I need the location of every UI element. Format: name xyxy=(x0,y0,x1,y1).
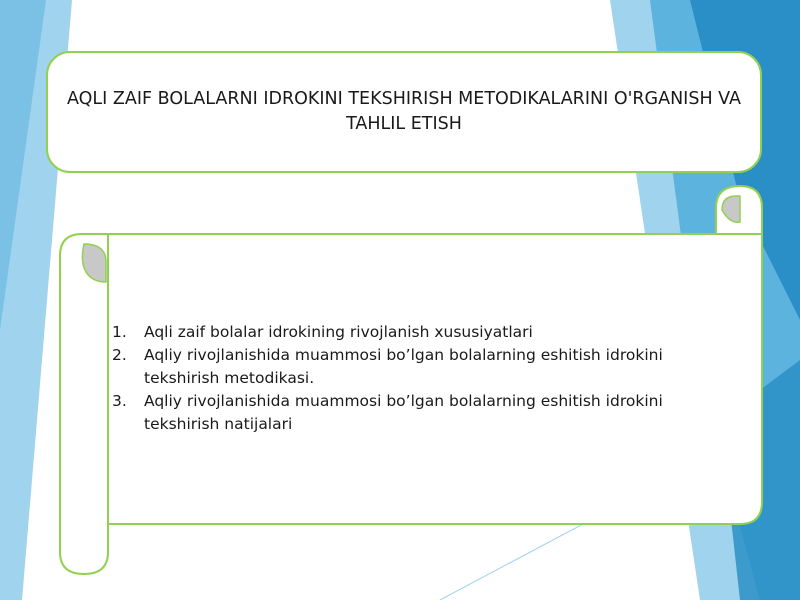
slide-title: AQLI ZAIF BOLALARNI IDROKINI TEKSHIRISH METODIKALARINI O'RGANISH VA TAHLIL ETISH xyxy=(66,89,741,134)
topics-list xyxy=(112,321,712,436)
list-item xyxy=(112,390,712,436)
list-item-number: 1. xyxy=(112,323,127,341)
list-item-text: Aqliy rivojlanishida muammosi bo’lgan bolalarning eshitish idrokini tekshirish metodikasi. xyxy=(144,346,663,387)
list-item-text: Aqliy rivojlanishida muammosi bo’lgan bolalarning eshitish idrokini tekshirish natijalari xyxy=(144,392,663,433)
list-item xyxy=(112,321,712,344)
scroll-left-roll xyxy=(60,234,108,574)
list-item-number: 2. xyxy=(112,346,127,364)
list-item xyxy=(112,344,712,390)
list-item-text: Aqli zaif bolalar idrokining rivojlanish xususiyatlari xyxy=(144,323,533,341)
list-item-number: 3. xyxy=(112,392,127,410)
